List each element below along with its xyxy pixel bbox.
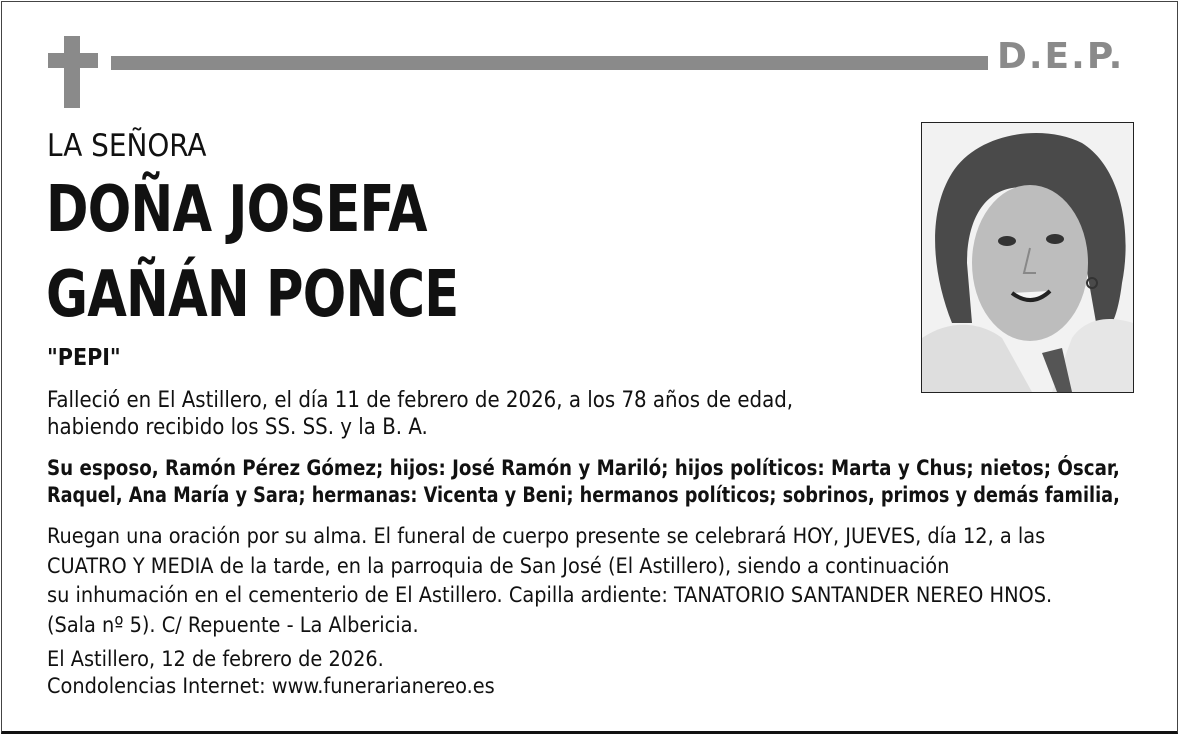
nickname: "PEPI": [47, 345, 121, 371]
service-line4: (Sala nº 5). C/ Repuente - La Albericia.: [47, 612, 419, 638]
service-details: [47, 522, 1052, 640]
death-notice-line2: habiendo recibido los SS. SS. y la B. A.: [47, 415, 428, 440]
family-line1: Su esposo, Ramón Pérez Gómez; hijos: José Ramón y Mariló; hijos políticos: Marta y Chus; nietos; Óscar,: [47, 456, 1120, 480]
deceased-name-line1: DOÑA JOSEFA: [46, 173, 427, 247]
family-list: [47, 455, 1181, 509]
service-line2: CUATRO Y MEDIA de la tarde, en la parroquia de San José (El Astillero), siendo a continuación: [47, 553, 950, 579]
family-line2: Raquel, Ana María y Sara; hermanas: Vicenta y Beni; hermanos políticos; sobrinos, primos y demás familia,: [47, 483, 1120, 507]
closing-place-date: El Astillero, 12 de febrero de 2026.: [47, 647, 384, 672]
service-line1: Ruegan una oración por su alma. El funeral de cuerpo presente se celebrará HOY, JUEVES, día 12, a las: [47, 524, 1046, 549]
dep-label: D.E.P.: [997, 36, 1125, 77]
service-line3: su inhumación en el cementerio de El Astillero. Capilla ardiente: TANATORIO SANTANDER NEREO HNOS.: [47, 583, 1053, 608]
closing: [47, 646, 495, 700]
cross-vertical-bar: [64, 36, 80, 108]
cross-horizontal-bar: [48, 53, 98, 68]
death-notice: [47, 387, 793, 441]
salutation: LA SEÑORA: [47, 128, 207, 164]
death-notice-line1: Falleció en El Astillero, el día 11 de febrero de 2026, a los 78 años de edad,: [47, 388, 794, 413]
header-rule: [111, 56, 988, 70]
portrait-photo: [921, 122, 1134, 393]
condolences-link[interactable]: Condolencias Internet: www.funerarianereo.es: [47, 674, 495, 699]
deceased-name-line2: GAÑÁN PONCE: [46, 258, 459, 332]
